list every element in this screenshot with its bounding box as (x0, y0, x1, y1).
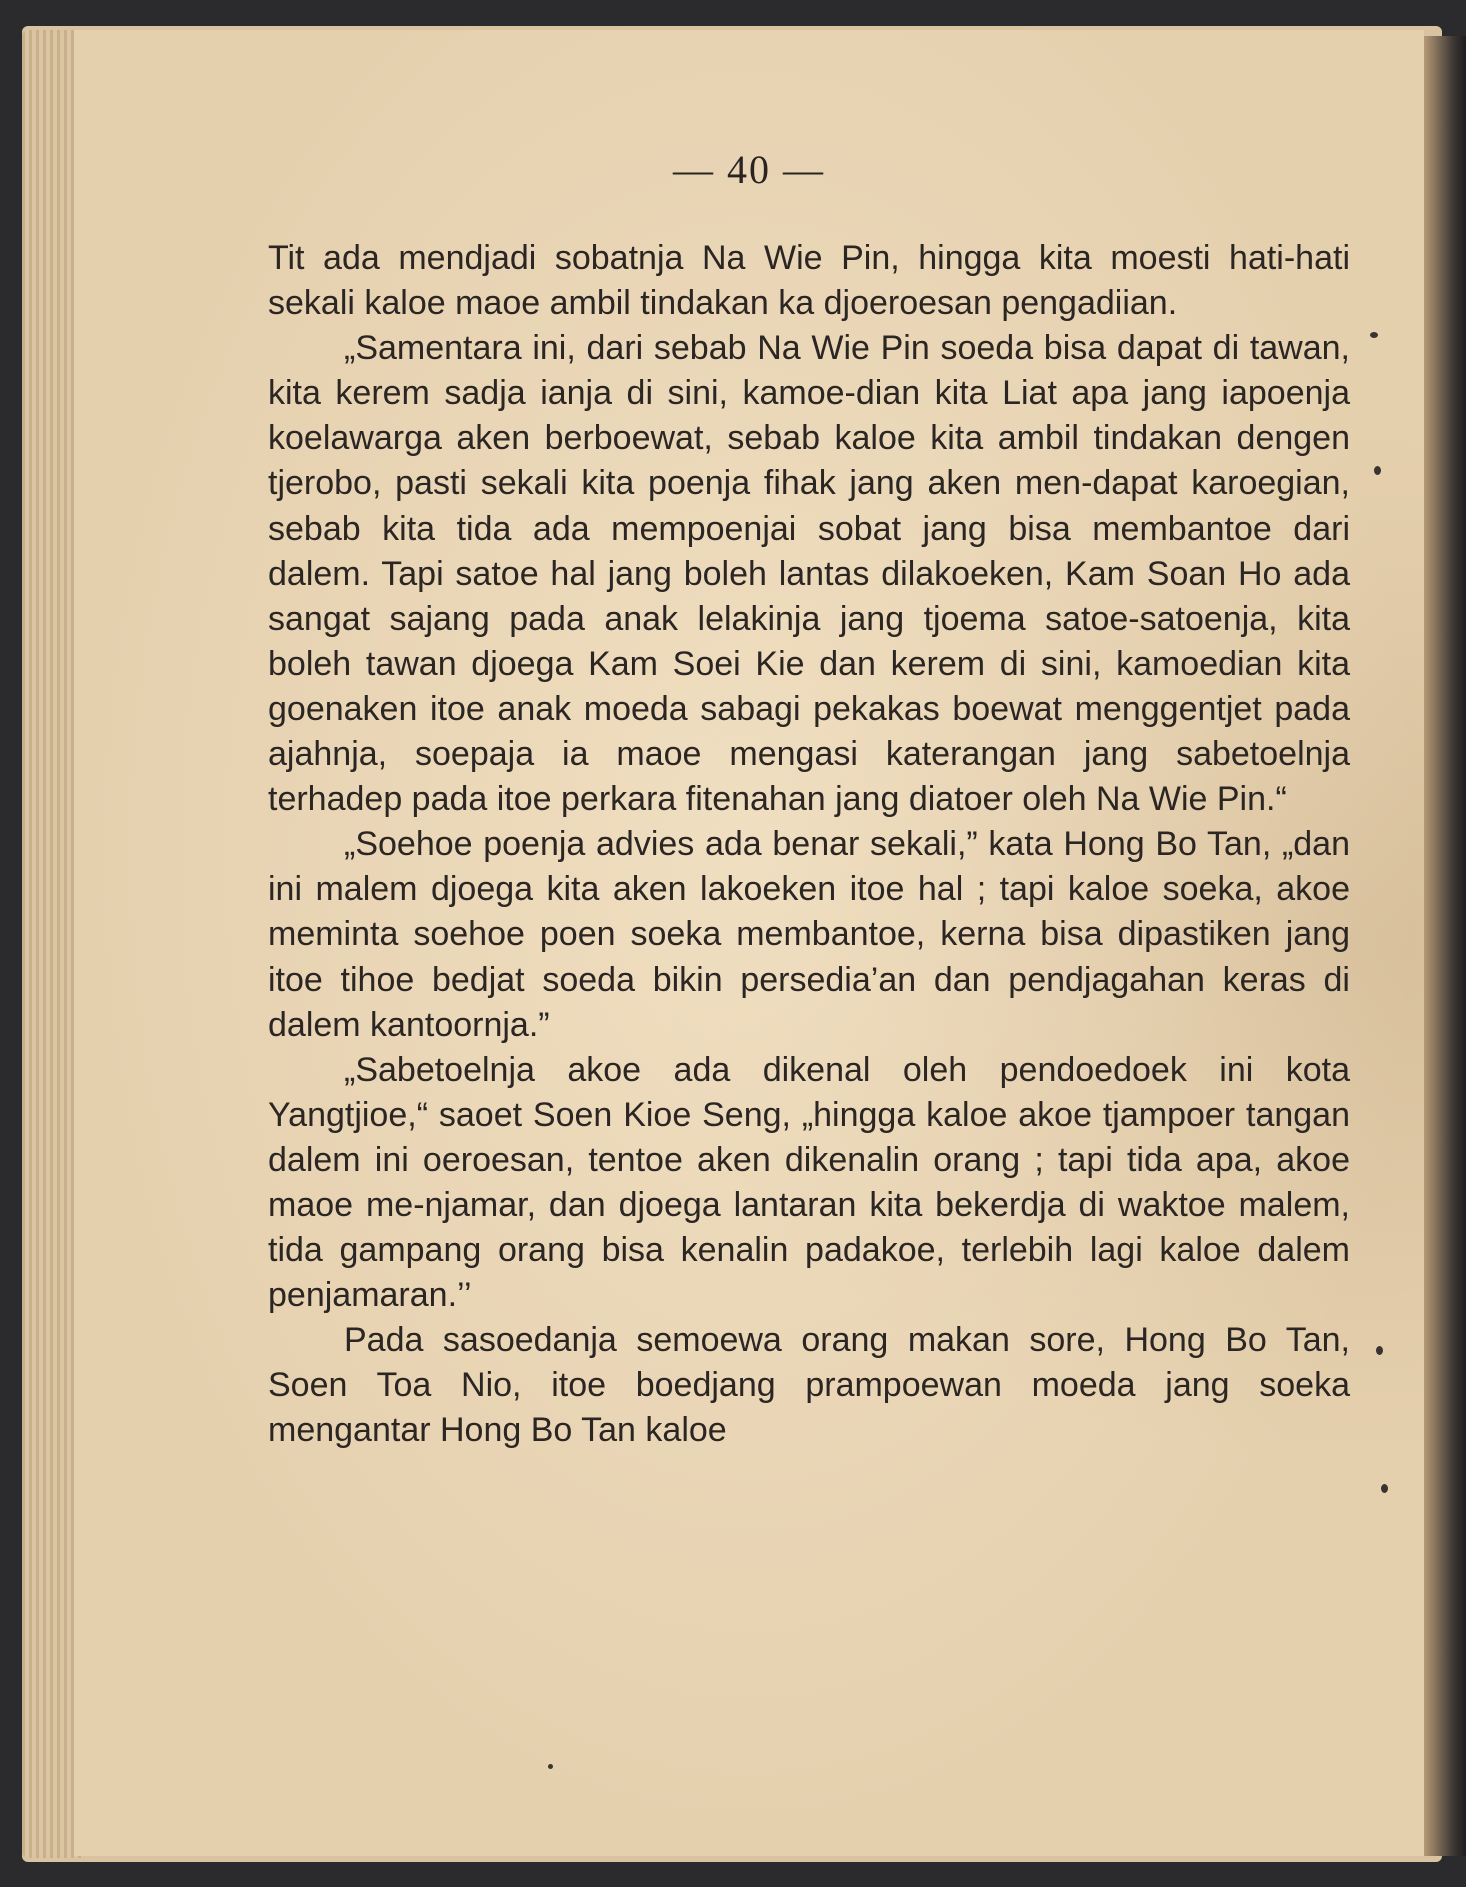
paragraph-2: „Samentara ini, dari sebab Na Wie Pin soeda bisa dapat di tawan, kita kerem sadja ianja di sini, kamoe-dian kita Liat apa jang iapoenja koelawarga aken berboewat, sebab kaloe kita ambil tindakan dengen tjerobo, pasti sekali kita poenja fihak jang aken men-dapat karoegian, sebab kita tida ada mempoenjai sobat jang bisa membantoe dari dalem. Tapi satoe hal jang boleh lantas dilakoeken, Kam Soan Ho ada sangat sajang pada anak lelakinja jang tjoema satoe-satoenja, kita boleh tawan djoega Kam Soei Kie dan kerem di sini, kamoedian kita goenaken itoe anak moeda sabagi pekakas boewat menggentjet pada ajahnja, soepaja ia maoe mengasi katerangan jang sabetoelnja terhadep pada itoe perkara fitenahan jang diatoer oleh Na Wie Pin.“ (268, 329, 1350, 819)
speck (1381, 1484, 1388, 1493)
speck (1376, 1346, 1383, 1355)
paragraph-1: Tit ada mendjadi sobatnja Na Wie Pin, hingga kita moesti hati-hati sekali kaloe maoe ambil tindakan ka djoeroesan pengadiian. (268, 239, 1350, 323)
paragraph-4: „Sabetoelnja akoe ada dikenal oleh pendoedoek ini kota Yangtjioe,“ saoet Soen Kioe Seng, „hingga kaloe akoe tjampoer tangan dalem ini oeroesan, tentoe aken dikenalin orang ; tapi tida apa, akoe maoe me-njamar, dan djoega lantaran kita bekerdja di waktoe malem, tida gampang orang bisa kenalin padakoe, terlebih lagi kaloe dalem penjamaran.’’ (268, 1050, 1350, 1315)
paragraph-3: „Soehoe poenja advies ada benar sekali,” kata Hong Bo Tan, „dan ini malem djoega kita aken lakoeken itoe hal ; tapi kaloe soeka, akoe meminta soehoe poen soeka membantoe, kerna bisa dipastiken jang itoe tihoe bedjat soeda bikin persedia’an dan pendjagahan keras di dalem kantoornja.” (268, 825, 1350, 1044)
body-text (268, 236, 1350, 1454)
speck (1374, 466, 1381, 475)
book-page (74, 30, 1424, 1856)
page-edges (22, 30, 82, 1858)
page-number: — 40 — (673, 147, 825, 192)
speck (1370, 332, 1378, 338)
paragraph-5: Pada sasoedanja semoewa orang makan sore, Hong Bo Tan, Soen Toa Nio, itoe boedjang prampoewan moeda jang soeka mengantar Hong Bo Tan kaloe (268, 1321, 1350, 1450)
binding-shadow (1424, 36, 1466, 1856)
speck (548, 1764, 553, 1769)
